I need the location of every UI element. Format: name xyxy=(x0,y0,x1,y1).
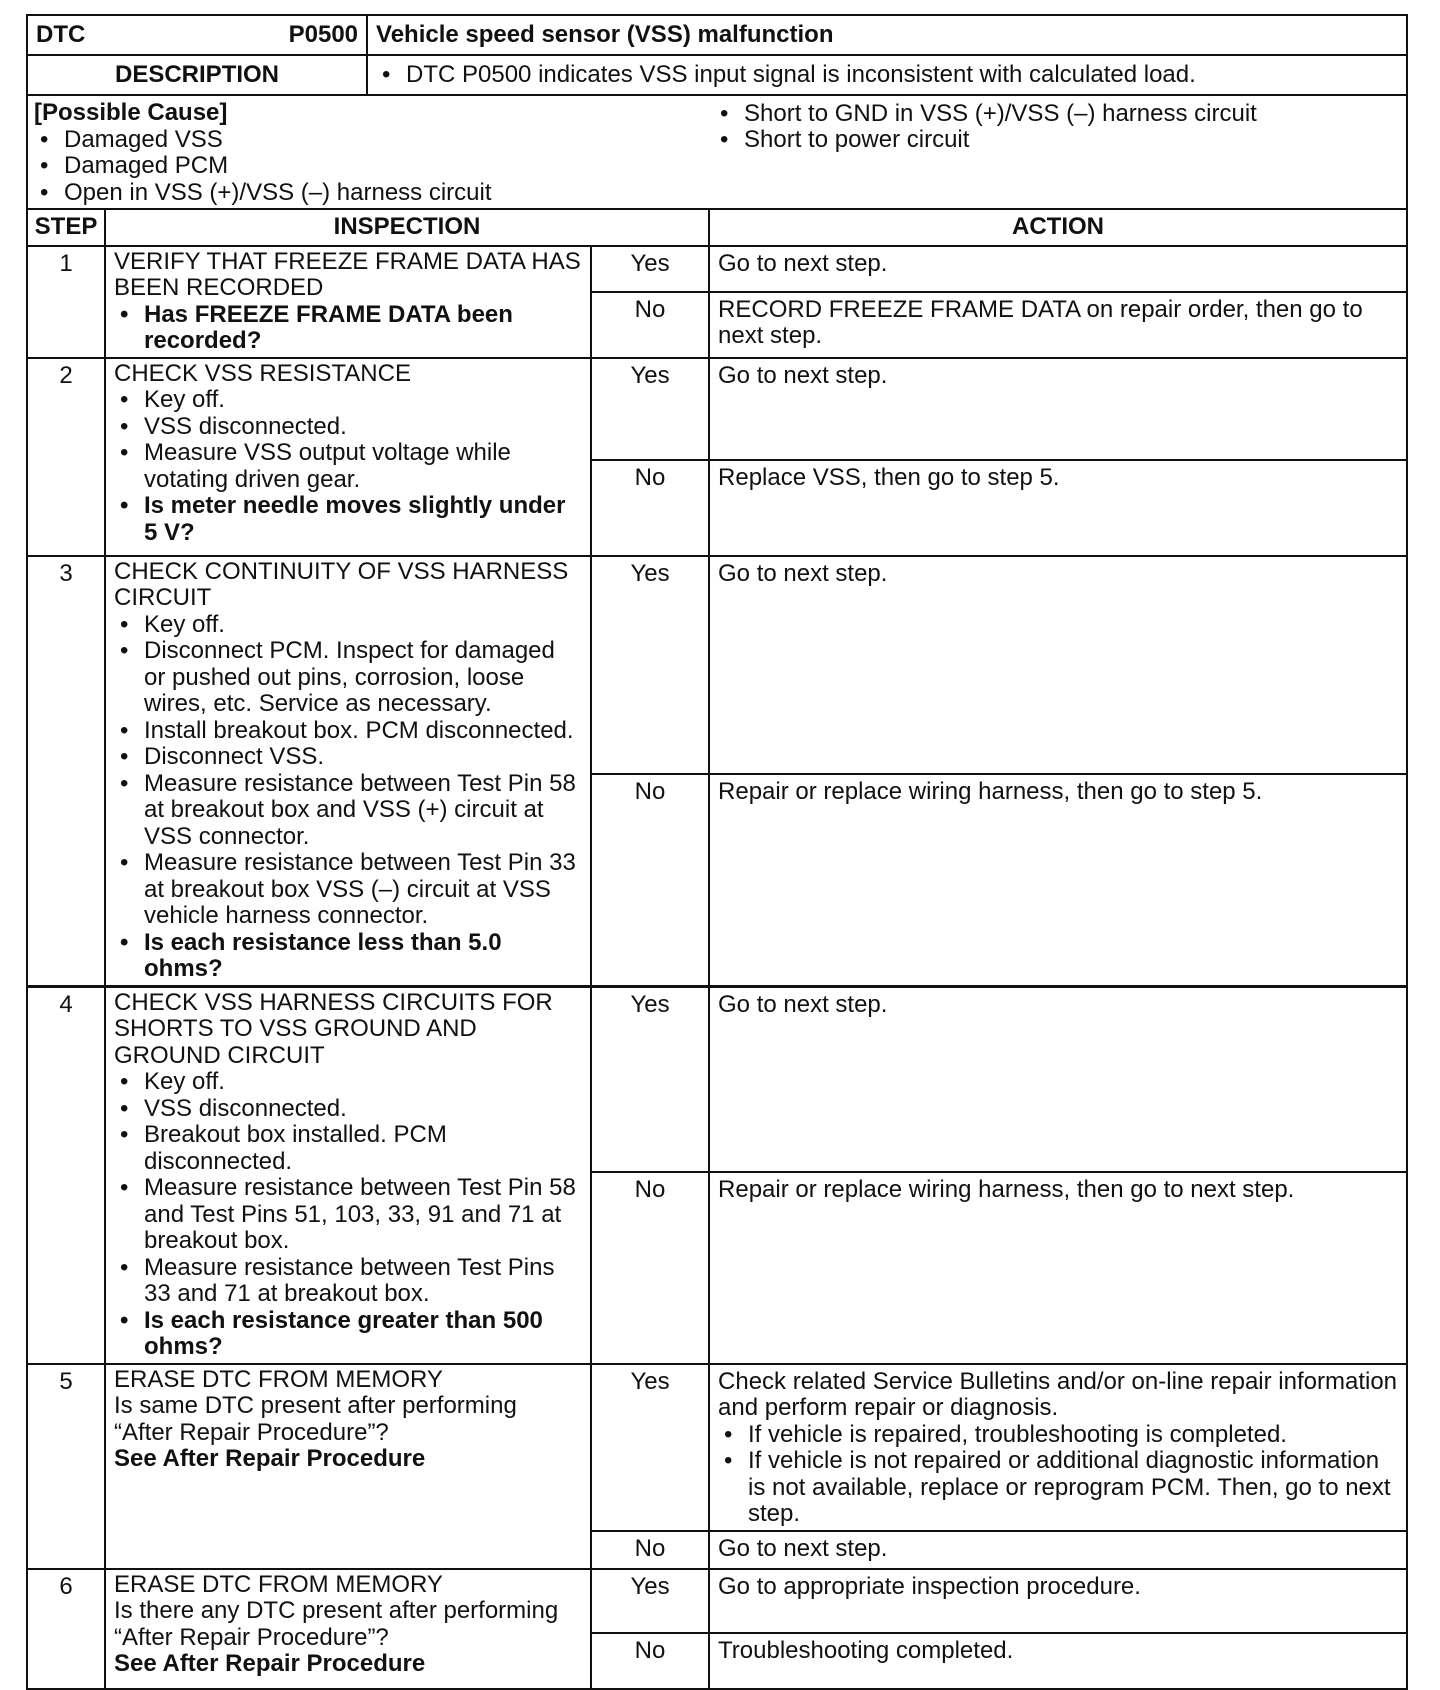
yes-action: Go to next step. xyxy=(709,358,1407,460)
cause-item: • Damaged PCM xyxy=(34,153,714,180)
step-inspection xyxy=(105,246,591,358)
no-action: RECORD FREEZE FRAME DATA on repair order, then go to next step. xyxy=(709,292,1407,358)
description-cell xyxy=(367,55,1407,95)
step-question: • Has FREEZE FRAME DATA been recorded? xyxy=(114,302,582,355)
step-bullet: • Measure resistance between Test Pin 58 at breakout box and VSS (+) circuit at VSS connector. xyxy=(114,771,582,851)
step-inspection xyxy=(105,358,591,556)
no-action: Repair or replace wiring harness, then go to next step. xyxy=(709,1172,1407,1364)
step-number: 2 xyxy=(27,358,105,556)
no-label: No xyxy=(591,1172,709,1364)
no-action: Troubleshooting completed. xyxy=(709,1633,1407,1689)
yes-label: Yes xyxy=(591,556,709,774)
dtc-code: P0500 xyxy=(288,20,359,48)
step-bullet: • Breakout box installed. PCM disconnected. xyxy=(114,1122,582,1175)
step-bullet: • Disconnect VSS. xyxy=(114,744,582,771)
step-title: CHECK VSS HARNESS CIRCUITS FOR SHORTS TO VSS GROUND AND GROUND CIRCUIT xyxy=(114,988,553,1069)
step-row xyxy=(27,358,1407,460)
step-bullet: • Measure resistance between Test Pin 33 at breakout box VSS (–) circuit at VSS vehicle harness connector. xyxy=(114,850,582,930)
dtc-procedure-sheet xyxy=(26,14,1406,1690)
description-label: DESCRIPTION xyxy=(27,55,367,95)
column-header-row xyxy=(27,209,1407,246)
yes-action-cell xyxy=(709,1364,1407,1531)
step-bullet: • Key off. xyxy=(114,1069,582,1096)
step-inspection xyxy=(105,556,591,987)
dtc-label: DTC xyxy=(36,20,86,48)
step-title: VERIFY THAT FREEZE FRAME DATA HAS BEEN RECORDED xyxy=(114,247,581,301)
step-row xyxy=(27,1569,1407,1633)
step-number: 3 xyxy=(27,556,105,987)
yes-action: Go to appropriate inspection procedure. xyxy=(709,1569,1407,1633)
cause-item: • Short to GND in VSS (+)/VSS (–) harness circuit xyxy=(714,101,1394,128)
see-reference: See After Repair Procedure xyxy=(114,1650,426,1677)
yes-action: Check related Service Bulletins and/or on-line repair information and perform repair or diagnosis. xyxy=(718,1367,1398,1421)
dtc-row xyxy=(27,15,1407,55)
step-question: • Is each resistance greater than 500 ohms? xyxy=(114,1308,582,1361)
dtc-code-cell xyxy=(27,15,367,55)
step-row xyxy=(27,1364,1407,1531)
no-action: Replace VSS, then go to step 5. xyxy=(709,460,1407,556)
no-action: Repair or replace wiring harness, then go to step 5. xyxy=(709,774,1407,986)
step-bullet: • VSS disconnected. xyxy=(114,414,582,441)
step-bullet: • Key off. xyxy=(114,387,582,414)
cause-item: • Open in VSS (+)/VSS (–) harness circuit xyxy=(34,180,714,207)
column-step: STEP xyxy=(27,209,105,246)
step-title: ERASE DTC FROM MEMORY xyxy=(114,1570,443,1598)
step-text: Is there any DTC present after performing “After Repair Procedure”? xyxy=(114,1597,559,1651)
step-number: 6 xyxy=(27,1569,105,1689)
step-title: CHECK VSS RESISTANCE xyxy=(114,359,411,387)
step-number: 1 xyxy=(27,246,105,358)
description-text: • DTC P0500 indicates VSS input signal is inconsistent with calculated load. xyxy=(376,62,1398,89)
yes-label: Yes xyxy=(591,1569,709,1633)
possible-cause-title: [Possible Cause] xyxy=(34,99,228,126)
possible-cause-row xyxy=(27,95,1407,209)
step-text: Is same DTC present after performing “After Repair Procedure”? xyxy=(114,1392,517,1446)
yes-label: Yes xyxy=(591,358,709,460)
no-label: No xyxy=(591,774,709,986)
yes-label: Yes xyxy=(591,986,709,1172)
cause-item: • Damaged VSS xyxy=(34,127,714,154)
dtc-table xyxy=(26,14,1408,1690)
step-bullet: • VSS disconnected. xyxy=(114,1096,582,1123)
action-bullet: • If vehicle is not repaired or additional diagnostic information is not available, replace or reprogram PCM. Then, go to next step. xyxy=(718,1448,1398,1528)
step-bullet: • Install breakout box. PCM disconnected. xyxy=(114,718,582,745)
step-number: 4 xyxy=(27,986,105,1364)
step-inspection xyxy=(105,986,591,1364)
step-bullet: • Measure resistance between Test Pins 33 and 71 at breakout box. xyxy=(114,1255,582,1308)
step-title: CHECK CONTINUITY OF VSS HARNESS CIRCUIT xyxy=(114,557,569,611)
possible-cause-left xyxy=(34,127,714,207)
step-bullet: • Disconnect PCM. Inspect for damaged or pushed out pins, corrosion, loose wires, etc. Service as necessary. xyxy=(114,638,582,718)
column-action: ACTION xyxy=(709,209,1407,246)
no-label: No xyxy=(591,460,709,556)
dtc-title: Vehicle speed sensor (VSS) malfunction xyxy=(367,15,1407,55)
yes-label: Yes xyxy=(591,246,709,292)
yes-action: Go to next step. xyxy=(709,986,1407,1172)
possible-cause-cell xyxy=(27,95,1407,209)
step-row xyxy=(27,246,1407,292)
no-label: No xyxy=(591,292,709,358)
action-bullet: • If vehicle is repaired, troubleshooting is completed. xyxy=(718,1422,1398,1449)
step-number: 5 xyxy=(27,1364,105,1569)
step-bullet: • Measure resistance between Test Pin 58 and Test Pins 51, 103, 33, 91 and 71 at breakout box. xyxy=(114,1175,582,1255)
step-inspection xyxy=(105,1569,591,1689)
step-question: • Is each resistance less than 5.0 ohms? xyxy=(114,930,582,983)
step-row xyxy=(27,986,1407,1172)
step-inspection xyxy=(105,1364,591,1569)
see-reference: See After Repair Procedure xyxy=(114,1445,426,1472)
step-bullet: • Measure VSS output voltage while votating driven gear. xyxy=(114,440,582,493)
no-label: No xyxy=(591,1633,709,1689)
step-bullet: • Key off. xyxy=(114,612,582,639)
description-row xyxy=(27,55,1407,95)
no-label: No xyxy=(591,1531,709,1569)
cause-item: • Short to power circuit xyxy=(714,127,1394,154)
step-row xyxy=(27,556,1407,774)
yes-action: Go to next step. xyxy=(709,246,1407,292)
step-title: ERASE DTC FROM MEMORY xyxy=(114,1365,443,1393)
step-question: • Is meter needle moves slightly under 5 V? xyxy=(114,493,582,546)
yes-action: Go to next step. xyxy=(709,556,1407,774)
no-action: Go to next step. xyxy=(709,1531,1407,1569)
column-inspection: INSPECTION xyxy=(105,209,709,246)
yes-label: Yes xyxy=(591,1364,709,1531)
possible-cause-right xyxy=(714,101,1394,154)
